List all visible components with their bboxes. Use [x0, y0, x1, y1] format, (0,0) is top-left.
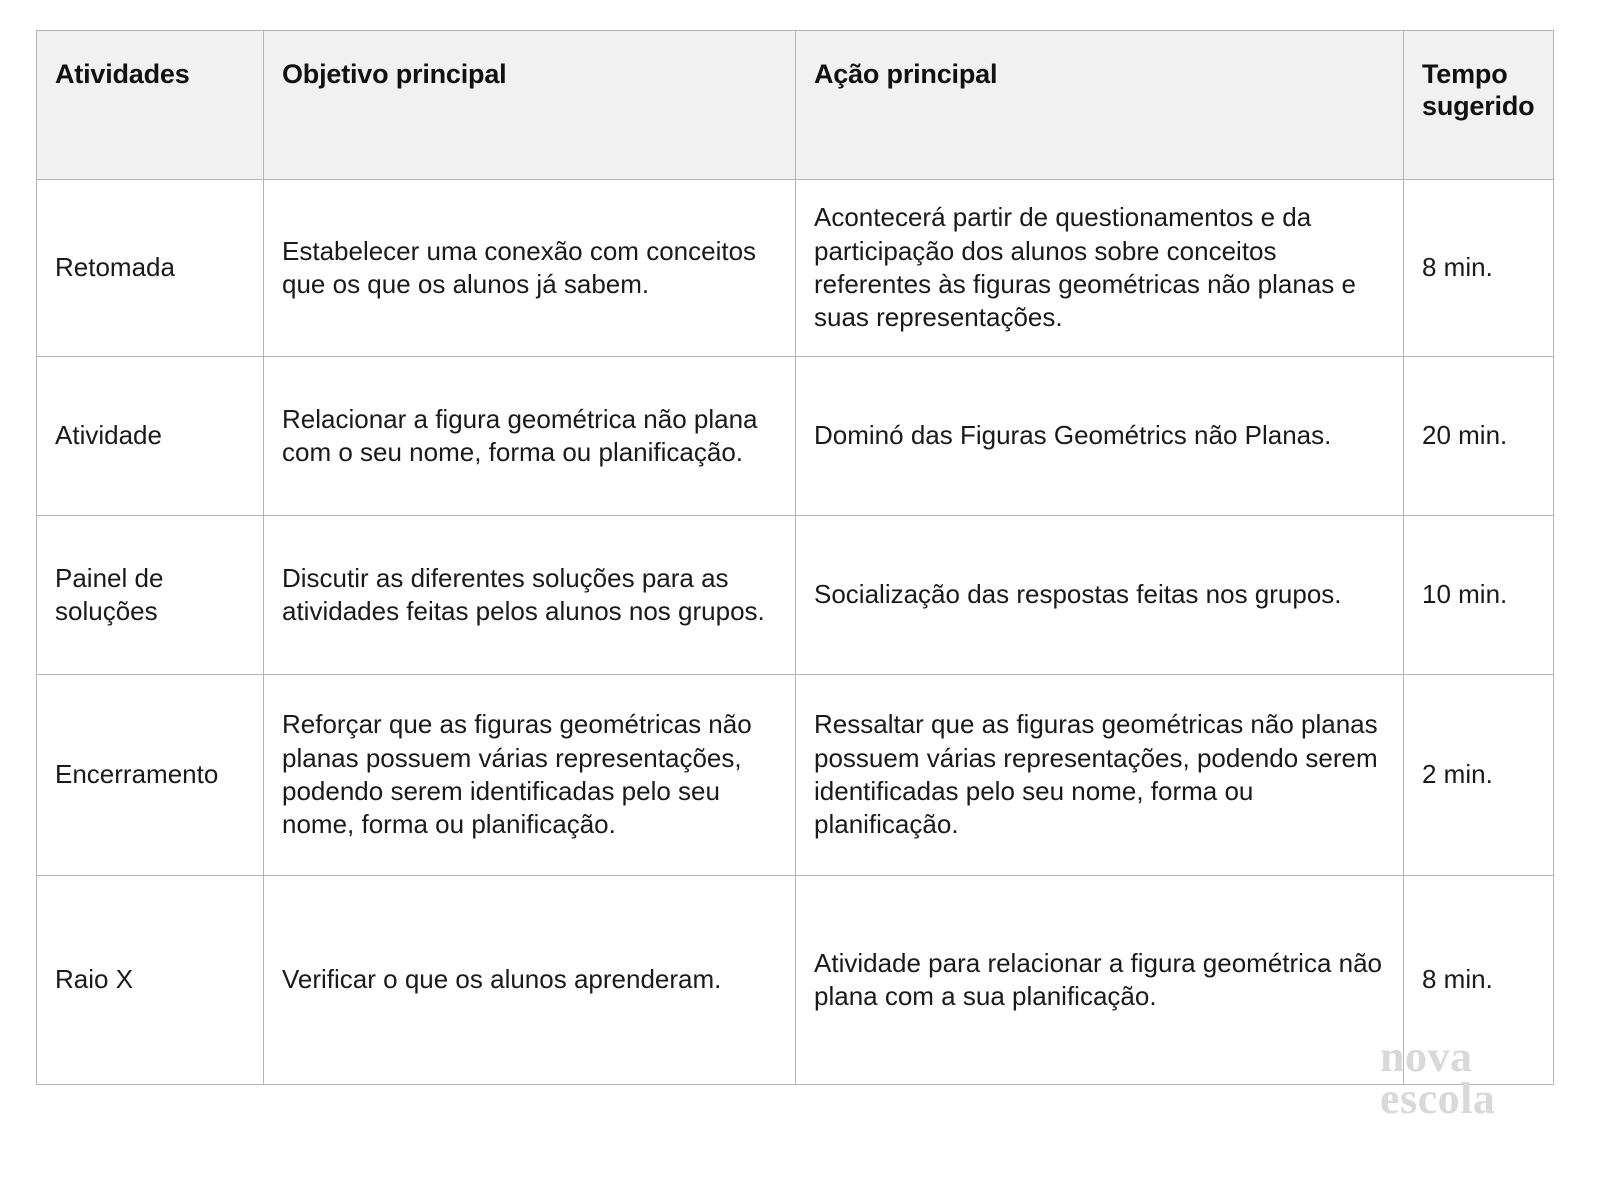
- cell-objetivo: [264, 357, 796, 516]
- cell-acao: [796, 516, 1404, 675]
- cell-acao-text: Socialização das respostas feitas nos grupos.: [814, 579, 1342, 610]
- cell-objetivo-text: Verificar o que os alunos aprenderam.: [282, 964, 722, 995]
- cell-tempo-text: 8 min.: [1422, 964, 1493, 995]
- cell-acao-text: Acontecerá partir de questionamentos e da participação dos alunos sobre conceitos referentes às figuras geométricas não planas e suas representações.: [814, 202, 1356, 333]
- cell-atividade-text: Atividade: [55, 420, 162, 451]
- cell-atividade: [37, 675, 264, 876]
- cell-atividade-text: Raio X: [55, 964, 134, 995]
- cell-objetivo-text: Reforçar que as figuras geométricas não planas possuem várias representações, podendo serem identificadas pelo seu nome, forma ou planificação.: [282, 709, 752, 840]
- cell-acao-text: Atividade para relacionar a figura geométrica não plana com a sua planificação.: [814, 947, 1383, 1011]
- cell-acao: [796, 876, 1404, 1085]
- cell-tempo-text: 10 min.: [1422, 579, 1508, 610]
- column-header-objetivo-principal-label: Objetivo principal: [282, 59, 507, 89]
- table-header-row: [37, 31, 1554, 180]
- cell-acao-text: Ressaltar que as figuras geométricas não planas possuem várias representações, podendo serem identificadas pelo seu nome, forma ou planificação.: [814, 709, 1378, 840]
- lesson-plan-table: [36, 30, 1554, 1085]
- lesson-plan-table-container: [36, 30, 1553, 1085]
- cell-atividade: [37, 357, 264, 516]
- cell-acao: [796, 180, 1404, 357]
- table-body: [37, 180, 1554, 1085]
- cell-tempo: [1404, 675, 1554, 876]
- cell-acao: [796, 357, 1404, 516]
- cell-objetivo: [264, 180, 796, 357]
- column-header-objetivo-principal: [264, 31, 796, 180]
- column-header-acao-principal-label: Ação principal: [814, 59, 998, 89]
- cell-atividade: [37, 876, 264, 1085]
- nova-escola-logo: [1380, 1032, 1580, 1123]
- cell-tempo-text: 8 min.: [1422, 252, 1493, 283]
- column-header-acao-principal: [796, 31, 1404, 180]
- cell-atividade: [37, 180, 264, 357]
- cell-acao: [796, 675, 1404, 876]
- cell-objetivo-text: Discutir as diferentes soluções para as atividades feitas pelos alunos nos grupos.: [282, 562, 765, 626]
- cell-atividade: [37, 516, 264, 675]
- cell-tempo: [1404, 180, 1554, 357]
- column-header-tempo-sugerido-label: Tempo sugerido: [1422, 59, 1535, 121]
- cell-tempo: [1404, 516, 1554, 675]
- cell-objetivo: [264, 675, 796, 876]
- table-row: [37, 516, 1554, 675]
- table-header: [37, 31, 1554, 180]
- nova-escola-logo-line-1: nova: [1380, 1032, 1473, 1081]
- cell-acao-text: Dominó das Figuras Geométrics não Planas.: [814, 420, 1332, 451]
- table-row: [37, 876, 1554, 1085]
- table-row: [37, 675, 1554, 876]
- column-header-atividades: [37, 31, 264, 180]
- cell-objetivo: [264, 876, 796, 1085]
- table-row: [37, 180, 1554, 357]
- cell-atividade-text: Retomada: [55, 252, 175, 283]
- cell-tempo: [1404, 357, 1554, 516]
- cell-objetivo: [264, 516, 796, 675]
- nova-escola-logo-line-2: escola: [1380, 1073, 1496, 1123]
- cell-objetivo-text: Relacionar a figura geométrica não plana com o seu nome, forma ou planificação.: [282, 403, 758, 467]
- cell-objetivo-text: Estabelecer uma conexão com conceitos que os que os alunos já sabem.: [282, 235, 757, 299]
- column-header-atividades-label: Atividades: [55, 59, 190, 89]
- cell-tempo-text: 2 min.: [1422, 759, 1493, 790]
- cell-atividade-text: Painel de soluções: [55, 562, 164, 626]
- table-row: [37, 357, 1554, 516]
- cell-atividade-text: Encerramento: [55, 759, 219, 790]
- cell-tempo-text: 20 min.: [1422, 420, 1508, 451]
- column-header-tempo-sugerido: [1404, 31, 1554, 180]
